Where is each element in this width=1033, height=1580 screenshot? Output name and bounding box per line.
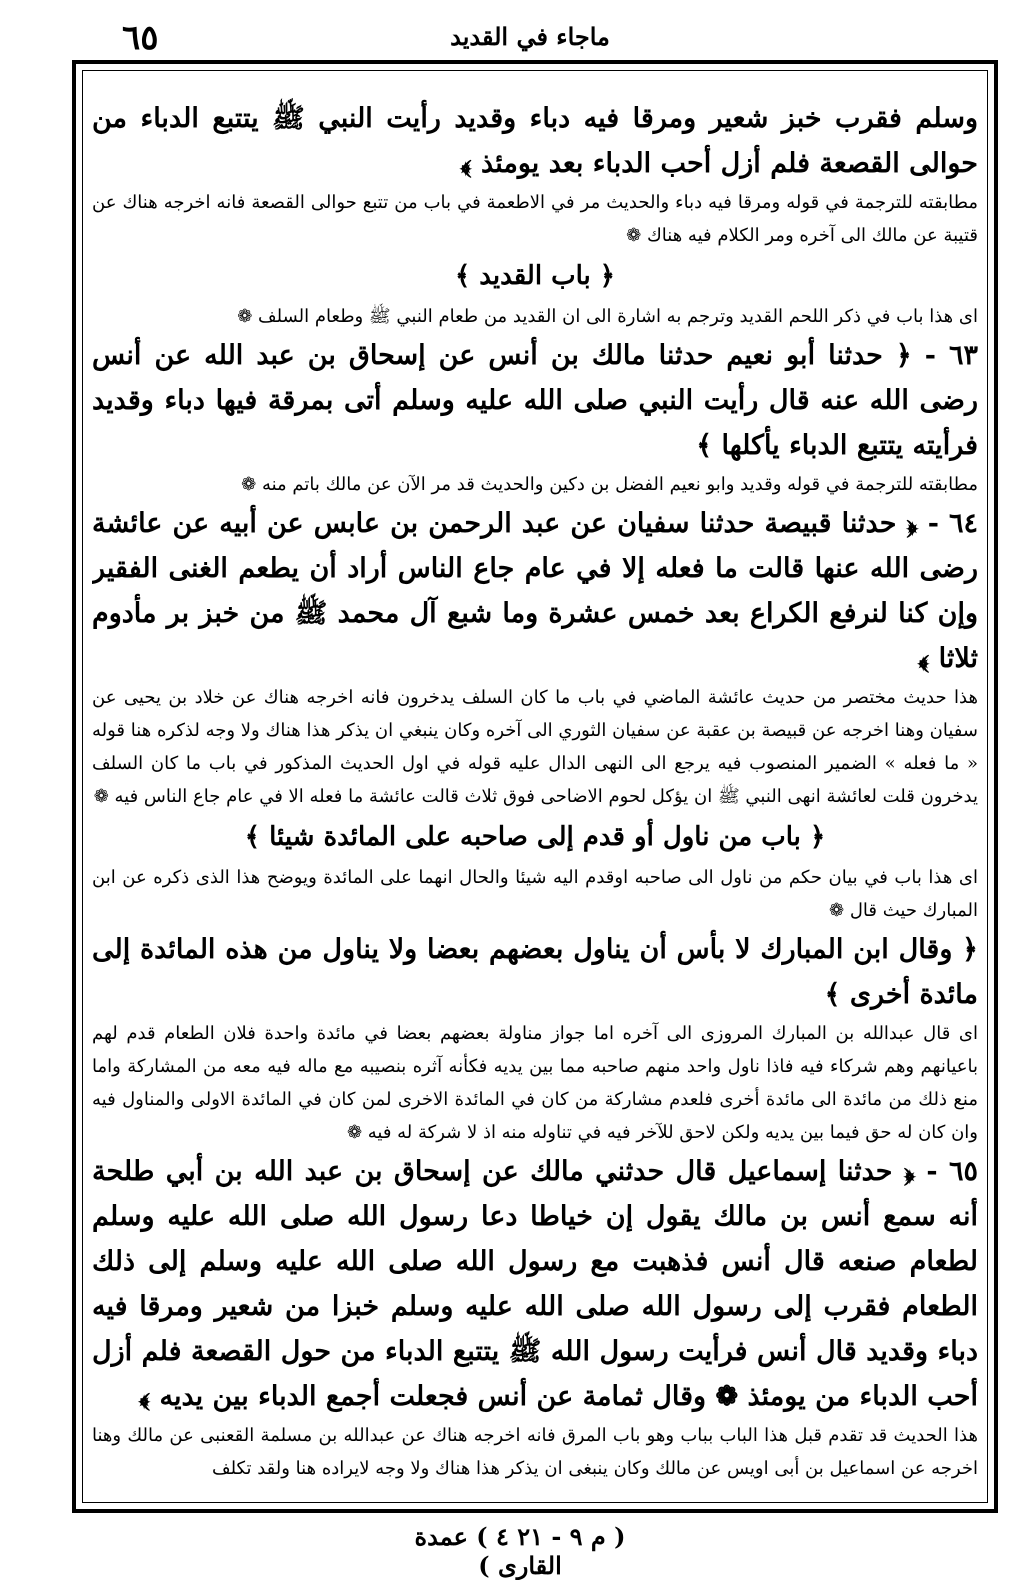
- hadith-number: ٦٣ -: [924, 340, 978, 371]
- page-body: [92, 96, 978, 1496]
- hadith-number: ٦٤ -: [927, 508, 978, 539]
- page-number: ٦٥: [122, 18, 159, 58]
- signature-mark: ( م ٩ - ٢١ ٤ ) عمدة القارى ): [414, 1522, 626, 1580]
- quote-text: ﴿ وقال ابن المبارك لا بأس أن يناول بعضهم بعضا ولا يناول من هذه المائدة إلى مائدة أخرى ﴾: [92, 934, 978, 1010]
- hadith-text: [92, 333, 978, 468]
- hadith-body: ﴿ حدثنا قبيصة حدثنا سفيان عن عبد الرحمن بن عابس عن أبيه عن عائشة رضى الله عنها قالت ما فعله إلا في عام جاع الناس أراد أن يطعم الغنى الفقير وإن كنا لنرفع الكراع بعد خمس عشرة وما شبع آل محمد ﷺ من خبز بر مأدوم ثلاثا ﴾: [92, 508, 978, 674]
- chapter-heading: ﴿ باب القديد ﴾: [454, 261, 616, 291]
- hadith-text: وسلم فقرب خبز شعير ومرقا فيه دباء وقديد رأيت النبي ﷺ يتتبع الدباء من حوالى القصعة فلم أزل أحب الدباء بعد يومئذ ﴾: [92, 103, 978, 179]
- hadith-text: [92, 501, 978, 681]
- running-title: ماجاء في القديد: [450, 22, 610, 51]
- commentary: مطابقته للترجمة في قوله وقديد وابو نعيم الفضل بن دكين والحديث قد مر الآن عن مالك باتم منه ❁: [241, 474, 978, 495]
- commentary: هذا الحديث قد تقدم قبل هذا الباب بباب وهو باب المرق فانه اخرجه هناك عن عبدالله بن مسلمة القعنبى عن مالك وهنا اخرجه عن اسماعيل بن أبى اويس عن مالك وكان ينبغى ان يذكر هذا هناك ولا وجه لايراده هنا ولقد تكلف: [92, 1425, 978, 1479]
- hadith-body: ﴿ حدثنا إسماعيل قال حدثني مالك عن إسحاق بن عبد الله بن أبي طلحة أنه سمع أنس بن مالك يقول إن خياطا دعا رسول الله صلى الله عليه وسلم لطعام صنعه قال أنس فذهبت مع رسول الله صلى الله عليه وسلم إلى ذلك الطعام فقرب إلى رسول الله صلى الله عليه وسلم خبزا من شعير ومرقا فيه دباء وقديد قال أنس فرأيت رسول الله ﷺ يتتبع الدباء من حول القصعة فلم أزل أحب الدباء من يومئذ ❁ وقال ثمامة عن أنس فجعلت أجمع الدباء بين يديه ﴾: [92, 1156, 978, 1412]
- commentary: اى هذا باب في بيان حكم من ناول الى صاحبه اوقدم اليه شيئا والحال انهما على المائدة ويوضح هذا الذى ذكره عن ابن المبارك حيث قال ❁: [92, 867, 978, 921]
- hadith-number: ٦٥ -: [926, 1156, 978, 1187]
- hadith-body: ﴿ حدثنا أبو نعيم حدثنا مالك بن أنس عن إسحاق بن عبد الله عن أنس رضى الله عنه قال رأيت النبي صلى الله عليه وسلم أتى بمرقة فيها دباء وقديد فرأيته يتتبع الدباء يأكلها ﴾: [92, 340, 978, 461]
- commentary: اى قال عبدالله بن المبارك المروزى الى آخره اما جواز مناولة بعضهم بعضا في مائدة واحدة فلان الطعام قدم لهم باعيانهم وهم شركاء فيه فاذا ناول واحد منهم صاحبه مما بين يديه فكأنه آثره بنصيبه مع ماله فيه معه من المشاركة واما منع ذلك من مائدة الى مائدة أخرى فلعدم مشاركة من كان في المائدة الاخرى لمن كان في المائدة الاولى والمناول فيه وان كان له حق فيما بين يديه ولكن لاحق للآخر فيه في تناوله منه اذ لا شركة له فيه ❁: [92, 1023, 978, 1143]
- commentary: مطابقته للترجمة في قوله ومرقا فيه دباء والحديث مر في الاطعمة في باب من تتبع حوالى القصعة فانه اخرجه هناك عن قتيبة عن مالك الى آخره ومر الكلام فيه هناك ❁: [92, 192, 978, 246]
- hadith-text: [92, 1149, 978, 1419]
- chapter-heading: ﴿ باب من ناول أو قدم إلى صاحبه على المائدة شيئا ﴾: [244, 822, 826, 852]
- commentary: اى هذا باب في ذكر اللحم القديد وترجم به اشارة الى ان القديد من طعام النبي ﷺ وطعام السلف ❁: [237, 306, 978, 327]
- commentary: هذا حديث مختصر من حديث عائشة الماضي في باب ما كان السلف يدخرون فانه اخرجه هناك عن خلاد بن يحيى عن سفيان وهنا اخرجه عن قبيصة بن عقبة عن سفيان الثوري الى آخره وكان ينبغي ان يذكر هذا هناك ولا وجه لذكره هنا قوله « ما فعله » الضمير المنصوب فيه يرجع الى النهى الدال عليه قوله في اول الحديث المذكور في باب ما كان السلف يدخرون قلت لعائشة انهى النبي ﷺ ان يؤكل لحوم الاضاحى فوق ثلاث قالت عائشة ما فعله الا في عام جاع الناس فيه ❁: [92, 687, 978, 807]
